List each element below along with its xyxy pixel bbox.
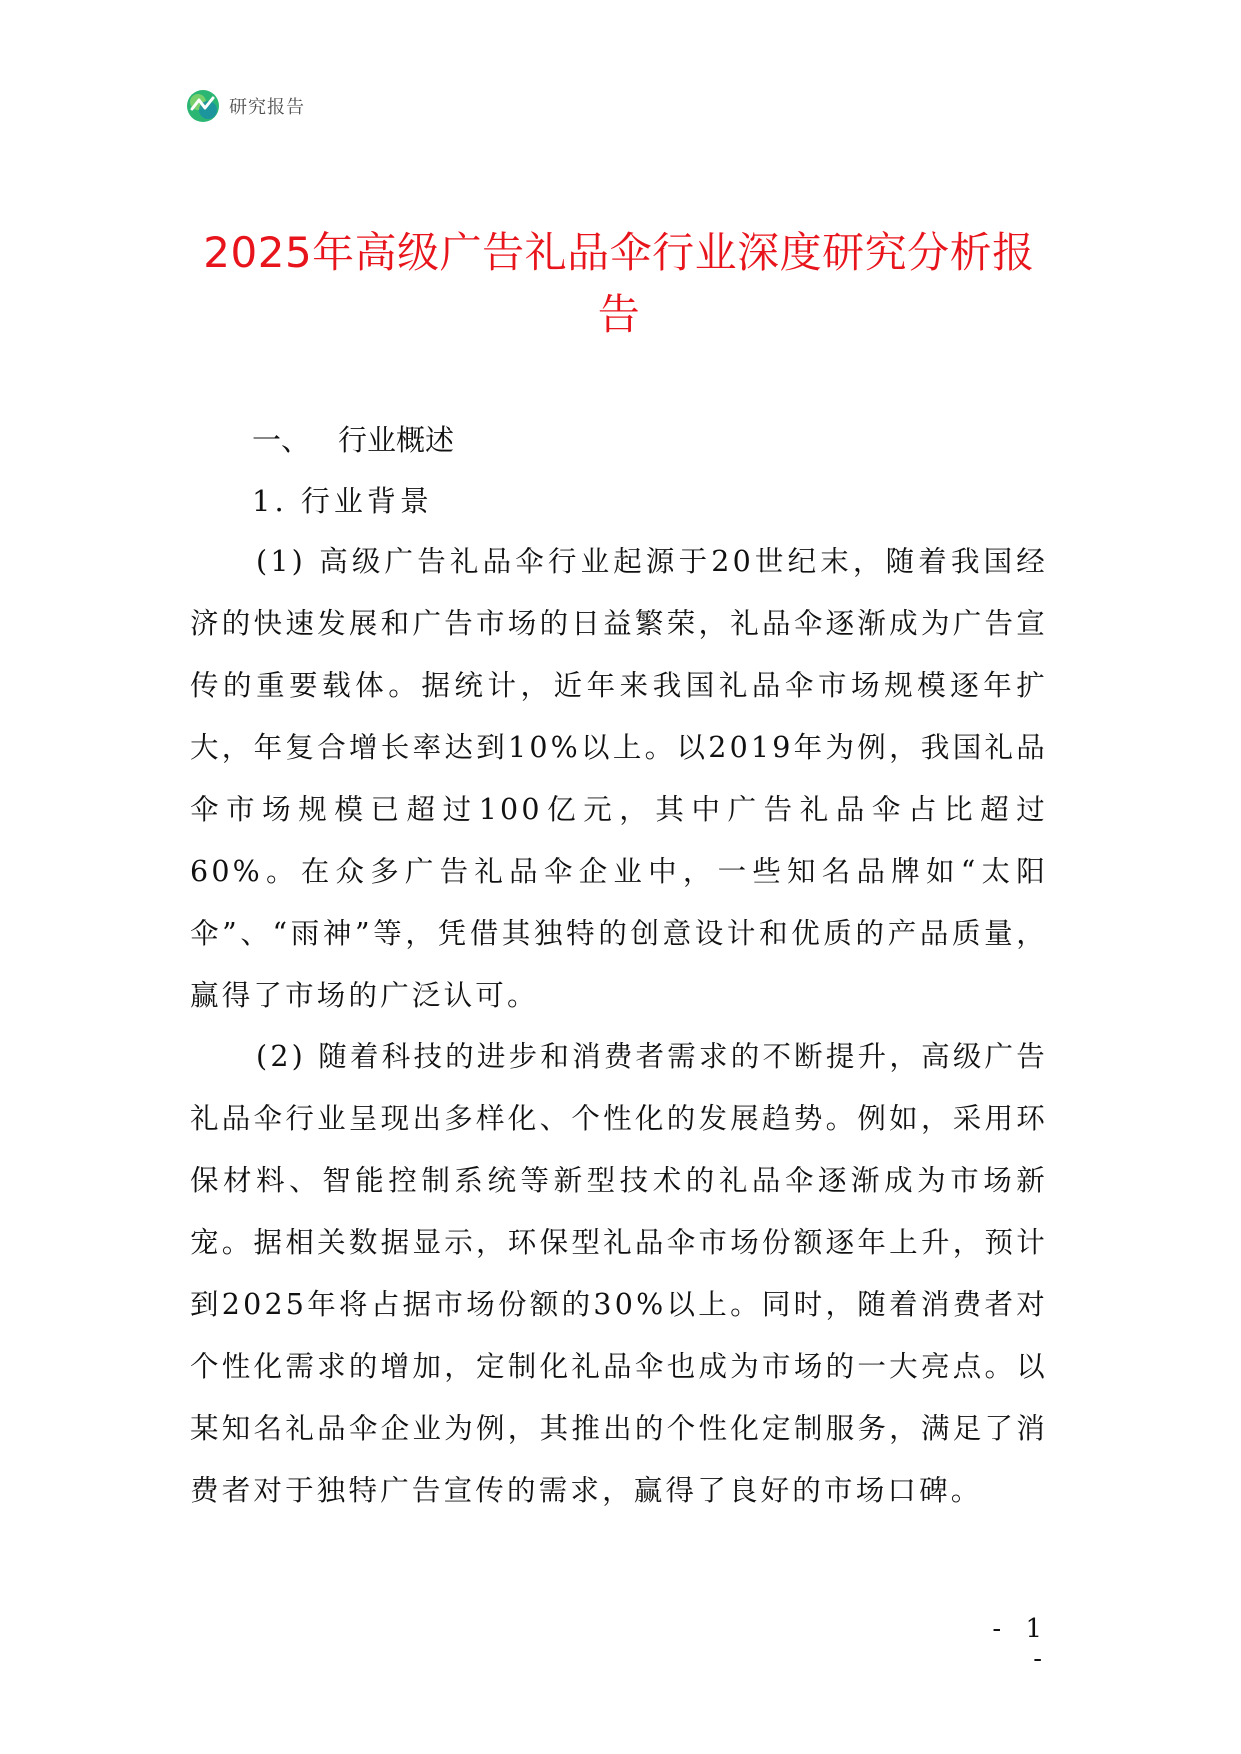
section-heading bbox=[252, 420, 454, 460]
body-paragraph: (1) 高级广告礼品伞行业起源于20世纪末，随着我国经济的快速发展和广告市场的日益繁荣，礼品伞逐渐成为广告宣传的重要载体。据统计，近年来我国礼品伞市场规模逐年扩大，年复合增长率达到10%以上。以2019年为例，我国礼品伞市场规模已超过100亿元，其中广告礼品伞占比超过60%。在众多广告礼品伞企业中，一些知名品牌如“太阳伞”、“雨神”等，凭借其独特的创意设计和优质的产品质量，赢得了市场的广泛认可。 bbox=[190, 545, 1048, 1012]
body-paragraph: (2) 随着科技的进步和消费者需求的不断提升，高级广告礼品伞行业呈现出多样化、个性化的发展趋势。例如，采用环保材料、智能控制系统等新型技术的礼品伞逐渐成为市场新宠。据相关数据显示，环保型礼品伞市场份额逐年上升，预计到2025年将占据市场份额的30%以上。同时，随着消费者对个性化需求的增加，定制化礼品伞也成为市场的一大亮点。以某知名礼品伞企业为例，其推出的个性化定制服务，满足了消费者对于独特广告宣传的需求，赢得了良好的市场口碑。 bbox=[190, 1040, 1048, 1507]
page-header bbox=[186, 88, 305, 124]
document-title: 2025年高级广告礼品伞行业深度研究分析报告 bbox=[203, 228, 1035, 339]
section-number: 一、 bbox=[252, 423, 311, 457]
page-number: - 1 - bbox=[992, 1614, 1050, 1674]
subsection-heading: 1. 行业背景 bbox=[252, 484, 433, 518]
report-logo-icon bbox=[186, 89, 220, 123]
section-title: 行业概述 bbox=[338, 423, 455, 457]
header-label: 研究报告 bbox=[229, 97, 305, 118]
